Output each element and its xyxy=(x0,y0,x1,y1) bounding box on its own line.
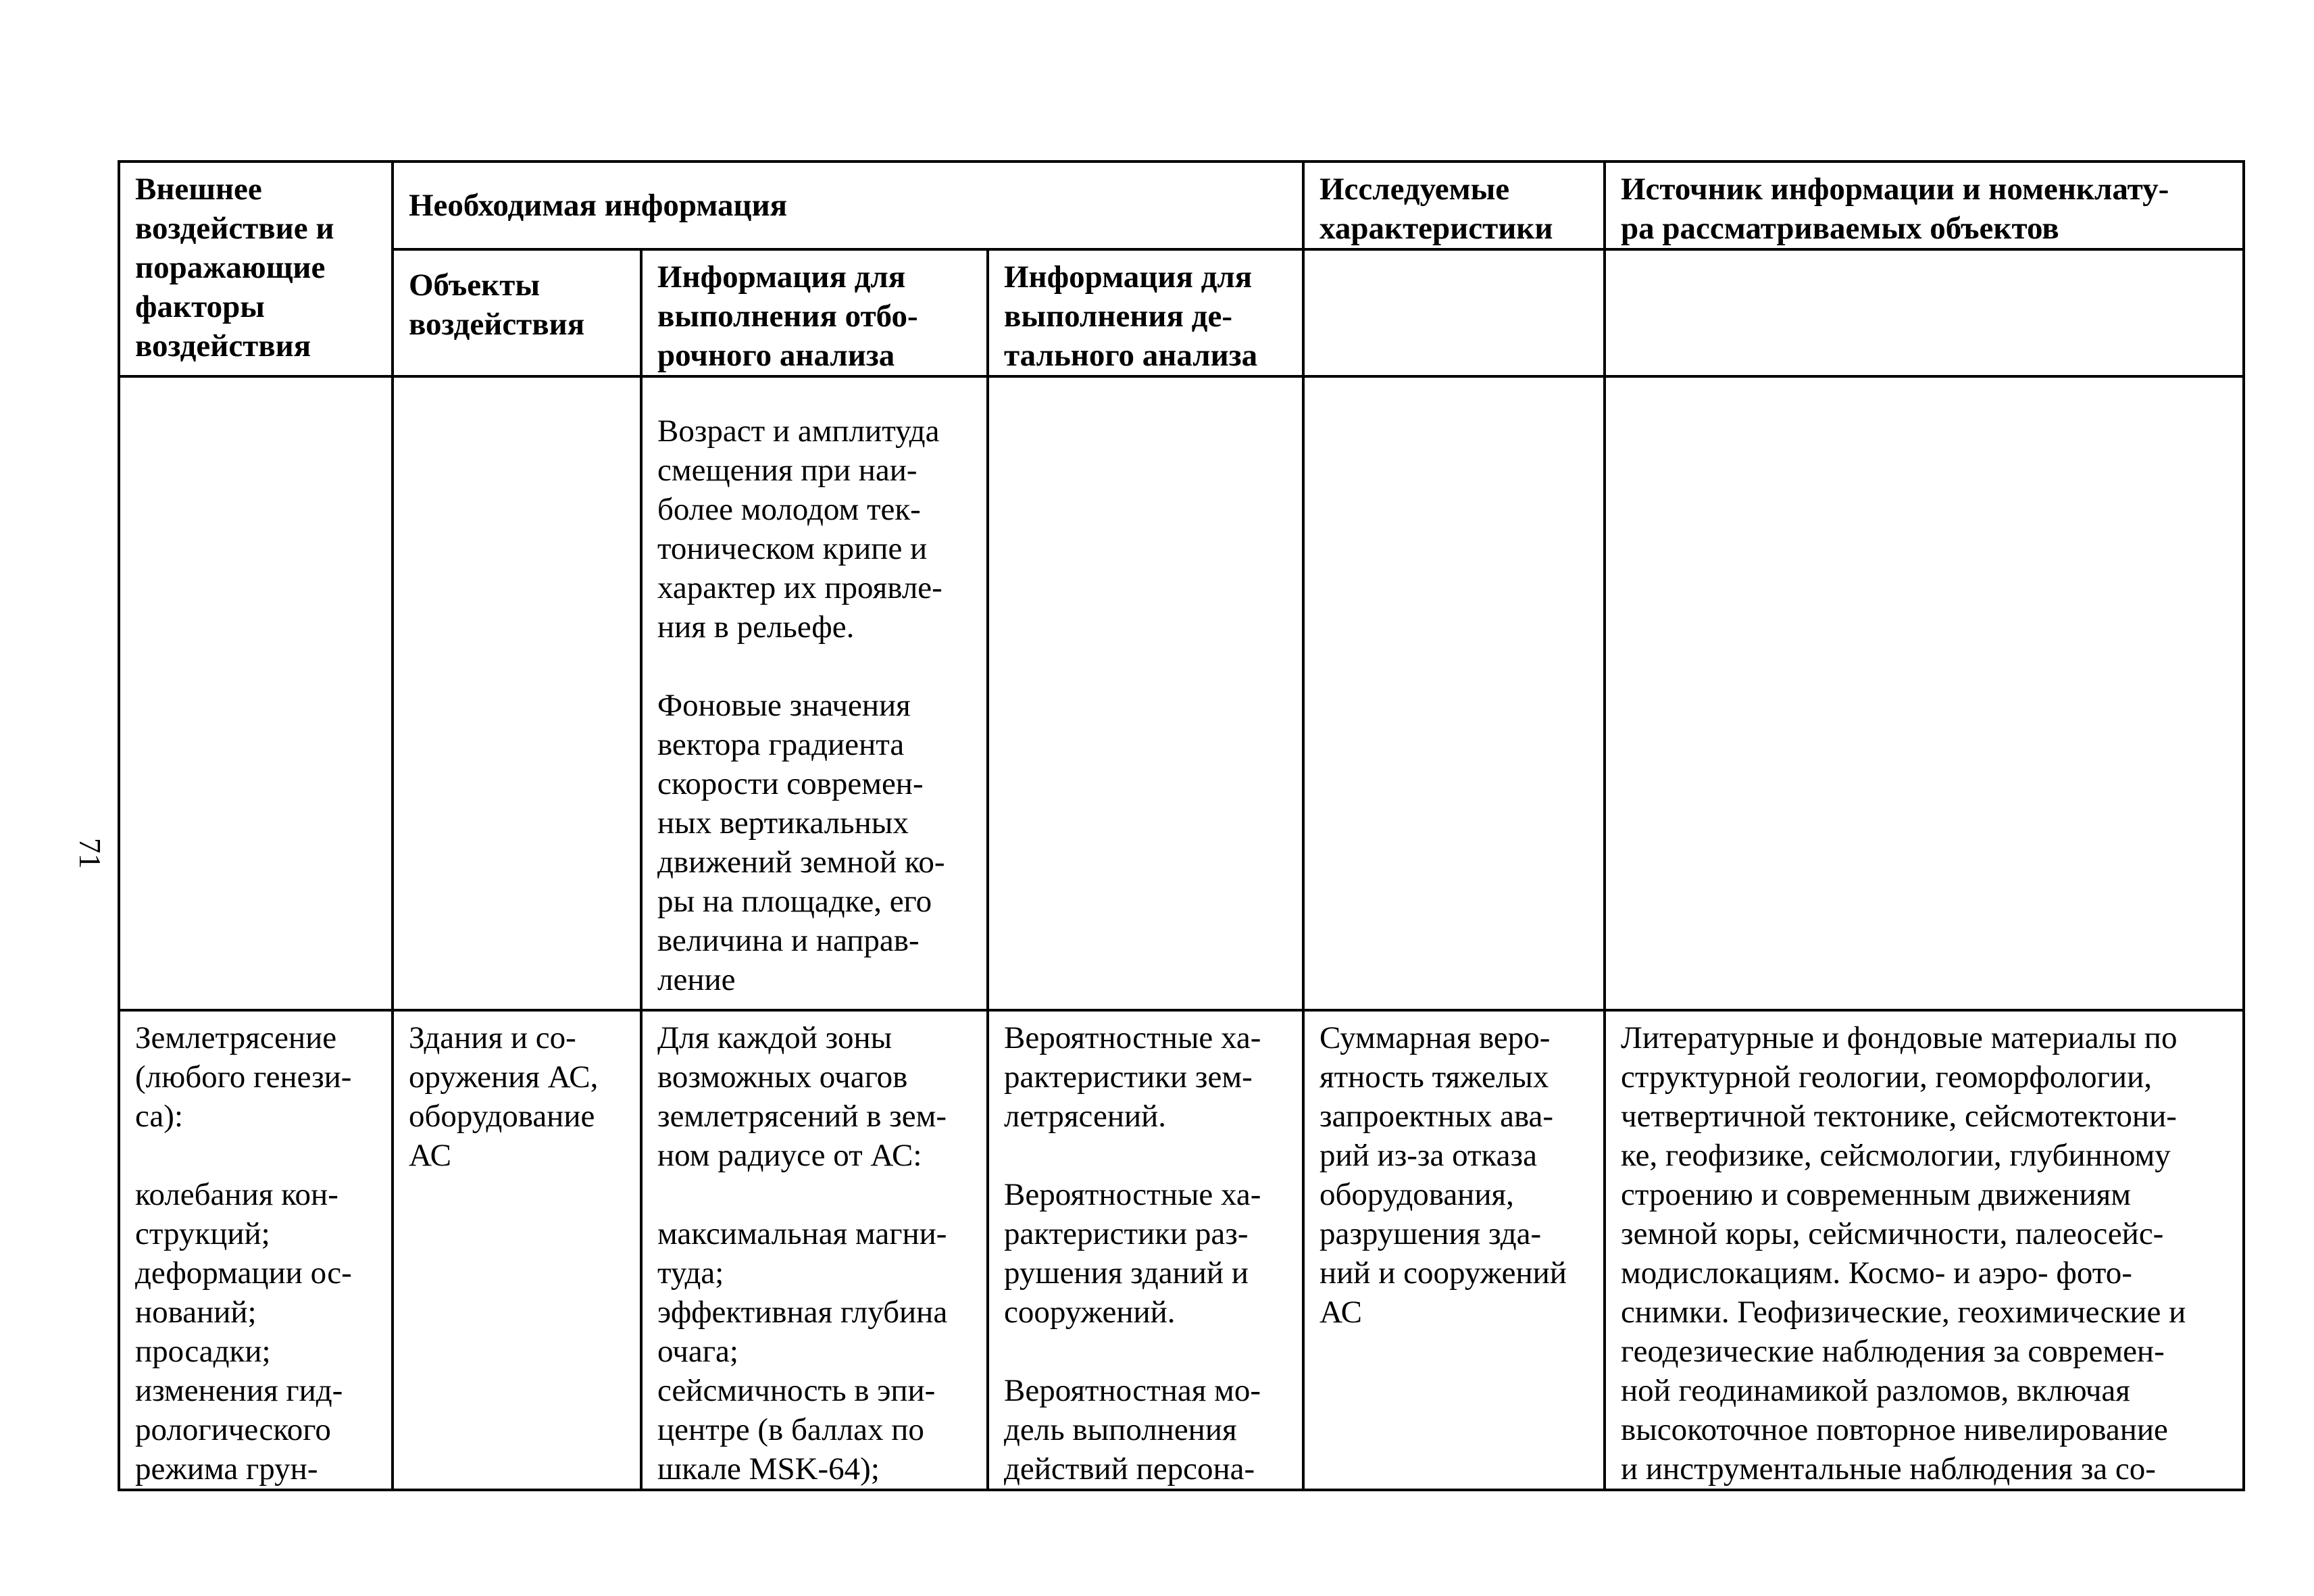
row2-impact-objects: Здания и со- оружения АС, оборудование АС xyxy=(393,1010,641,1490)
header-row-2 xyxy=(119,249,2244,376)
header-empty-investigated xyxy=(1303,249,1605,376)
row1-external-impact xyxy=(119,376,393,1010)
row1-impact-objects xyxy=(393,376,641,1010)
row2-investigated: Суммарная веро- ятность тяжелых запроектных ава- рий из-за отказа оборудования, разрушения зда- ний и сооружений АС xyxy=(1303,1010,1605,1490)
row1-detailed-info xyxy=(988,376,1303,1010)
header-external-impact: Внешнее воздействие и поражающие факторы воздействия xyxy=(119,161,393,376)
row1-source xyxy=(1605,376,2244,1010)
header-impact-objects: Объекты воздействия xyxy=(393,249,641,376)
row2-external-impact: Землетрясение (любого генези- са): колебания кон- струкций; деформации ос- нований; просадки; изменения гид- рологического режима грун- xyxy=(119,1010,393,1490)
header-row-1 xyxy=(119,161,2244,249)
row1-screening-info: Возраст и амплитуда смещения при наи- более молодом тек- тоническом крипе и характер их проявле- ния в рельефе. Фоновые значения вектора градиента скорости современ- ных вертикальных движений земной ко- ры на площадке, его величина и направ- ление xyxy=(641,376,988,1010)
header-information-source: Источник информации и номенклату- ра рассматриваемых объектов xyxy=(1605,161,2244,249)
header-investigated-characteristics: Исследуемые характеристики xyxy=(1303,161,1605,249)
row1-investigated xyxy=(1303,376,1605,1010)
row2-detailed-info: Вероятностные ха- рактеристики зем- летрясений. Вероятностные ха- рактеристики раз- рушения зданий и сооружений. Вероятностная мо- дель выполнения действий персона- xyxy=(988,1010,1303,1490)
header-required-info: Необходимая информация xyxy=(393,161,1303,249)
page-number: 71 xyxy=(73,838,107,869)
header-empty-source xyxy=(1605,249,2244,376)
table-row-1 xyxy=(119,376,2244,1010)
header-detailed-analysis: Информация для выполнения де- тального анализа xyxy=(988,249,1303,376)
row2-source: Литературные и фондовые материалы по структурной геологии, геоморфологии, четвертичной тектонике, сейсмотектони- ке, геофизике, сейсмологии, глубинному строению и современным движениям земной коры, сейсмичности, палеосейс- модислокациям. Космо- и аэро- фото- снимки. Геофизические, геохимические и геодезические наблюдения за современ- ной геодинамикой разломов, включая высокоточное повторное нивелирование и инструментальные наблюдения за со- xyxy=(1605,1010,2244,1490)
table-row-2 xyxy=(119,1010,2244,1490)
row2-screening-info: Для каждой зоны возможных очагов землетрясений в зем- ном радиусе от АС: максимальная магни- туда; эффективная глубина очага; сейсмичность в эпи- центре (в баллах по шкале MSK-64); xyxy=(641,1010,988,1490)
header-screening-analysis: Информация для выполнения отбо- рочного анализа xyxy=(641,249,988,376)
requirements-table xyxy=(118,160,2245,1491)
